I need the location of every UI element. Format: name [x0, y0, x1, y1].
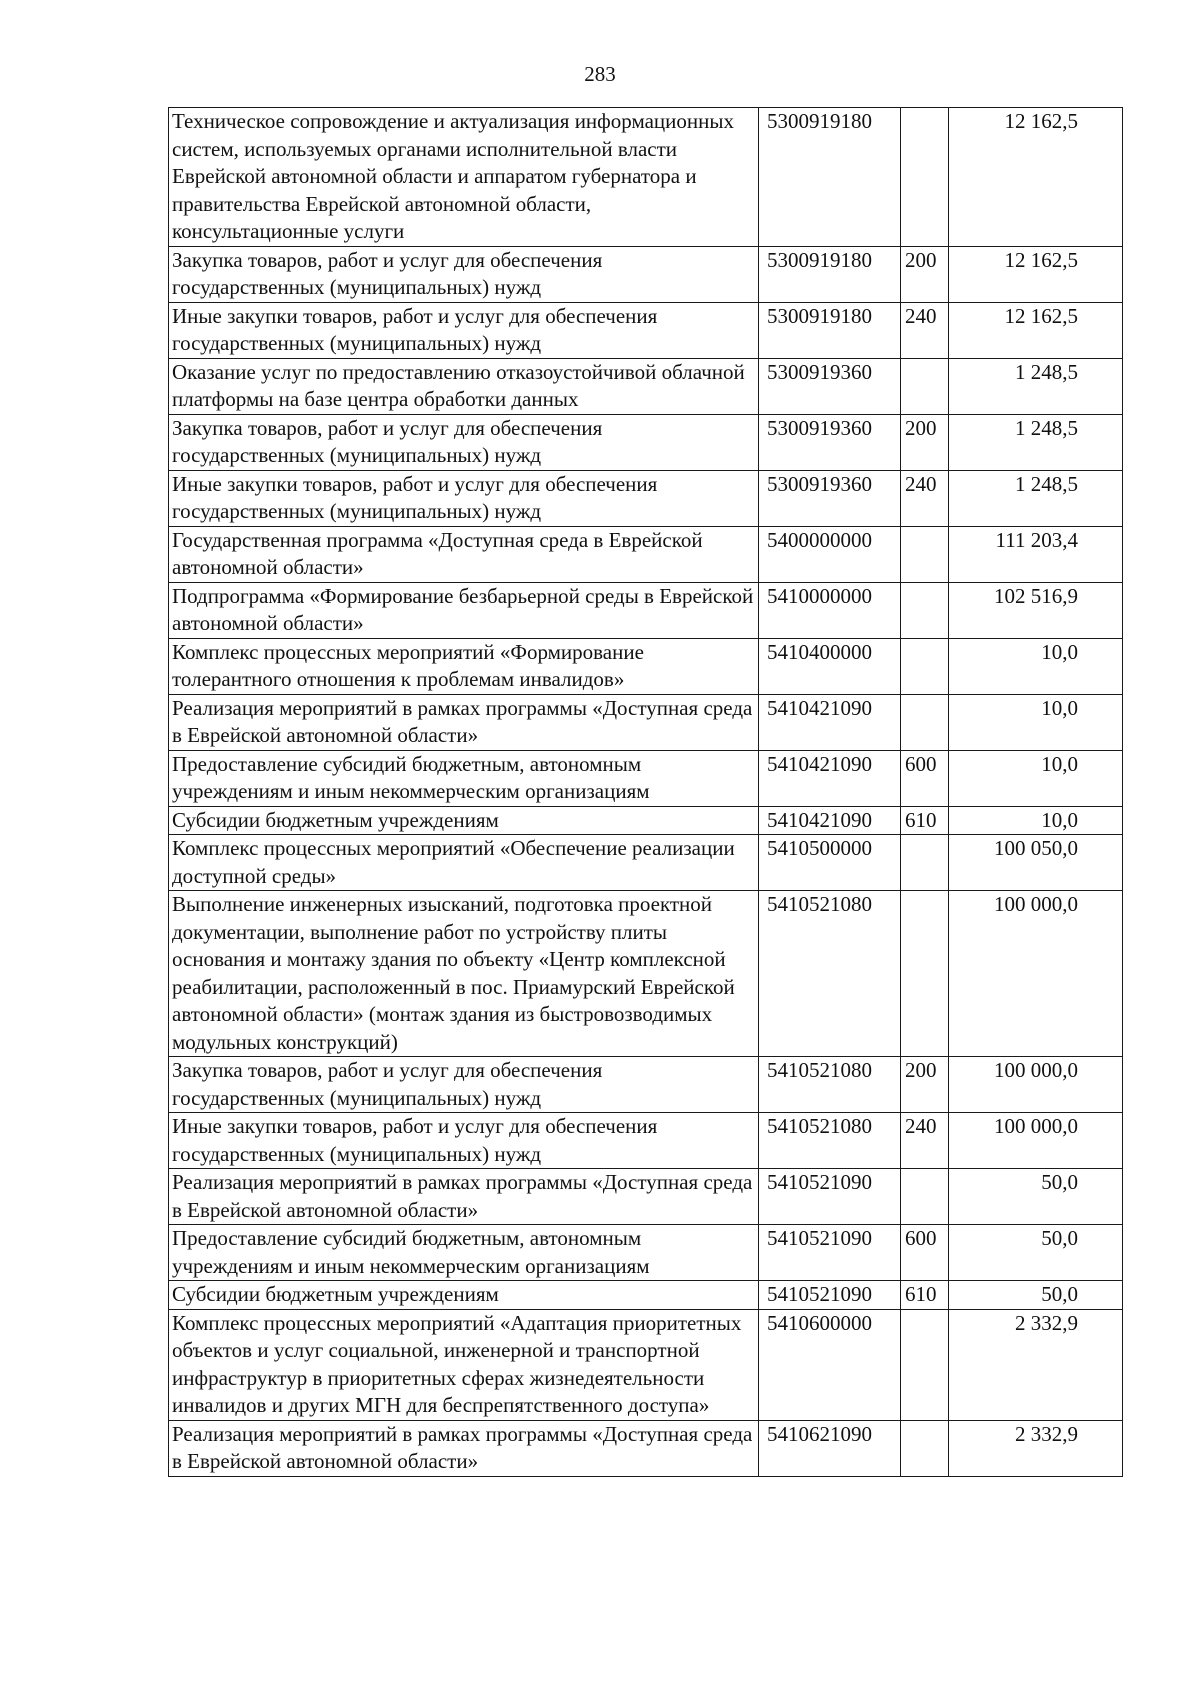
row-code: 5300919360 [759, 358, 901, 414]
row-code: 5410000000 [759, 582, 901, 638]
row-name: Предоставление субсидий бюджетным, автономным учреждениям и иным некоммерческим организациям [169, 750, 759, 806]
table-row [169, 358, 1123, 414]
row-type [901, 108, 949, 247]
row-type [901, 526, 949, 582]
table-row [169, 1113, 1123, 1169]
row-name: Закупка товаров, работ и услуг для обеспечения государственных (муниципальных) нужд [169, 414, 759, 470]
row-type: 600 [901, 1225, 949, 1281]
row-amount: 10,0 [949, 638, 1123, 694]
table-row [169, 526, 1123, 582]
table-row [169, 1309, 1123, 1420]
row-type: 200 [901, 1057, 949, 1113]
row-amount: 100 000,0 [949, 1113, 1123, 1169]
row-amount: 12 162,5 [949, 108, 1123, 247]
table-body [169, 108, 1123, 1477]
row-name: Комплекс процессных мероприятий «Формирование толерантного отношения к проблемам инвалидов» [169, 638, 759, 694]
row-code: 5410421090 [759, 806, 901, 835]
row-type [901, 1420, 949, 1476]
table-row [169, 694, 1123, 750]
table-row [169, 302, 1123, 358]
row-amount: 50,0 [949, 1281, 1123, 1310]
row-type [901, 358, 949, 414]
table-row [169, 246, 1123, 302]
row-name: Реализация мероприятий в рамках программы «Доступная среда в Еврейской автономной области» [169, 1420, 759, 1476]
row-type: 240 [901, 302, 949, 358]
row-amount: 10,0 [949, 806, 1123, 835]
row-name: Субсидии бюджетным учреждениям [169, 806, 759, 835]
row-code: 5300919180 [759, 108, 901, 247]
table-row [169, 891, 1123, 1057]
row-type [901, 1309, 949, 1420]
row-code: 5410500000 [759, 835, 901, 891]
row-type: 610 [901, 1281, 949, 1310]
table-row [169, 1057, 1123, 1113]
row-name: Реализация мероприятий в рамках программы «Доступная среда в Еврейской автономной области» [169, 694, 759, 750]
row-code: 5410521080 [759, 1057, 901, 1113]
row-name: Комплекс процессных мероприятий «Адаптация приоритетных объектов и услуг социальной, инженерной и транспортной инфраструктур в приоритетных сферах жизнедеятельности инвалидов и других МГН для беспрепятственного доступа» [169, 1309, 759, 1420]
row-code: 5410521080 [759, 1113, 901, 1169]
row-amount: 50,0 [949, 1169, 1123, 1225]
row-type: 200 [901, 414, 949, 470]
row-amount: 102 516,9 [949, 582, 1123, 638]
table-row [169, 470, 1123, 526]
table-row [169, 835, 1123, 891]
row-name: Государственная программа «Доступная среда в Еврейской автономной области» [169, 526, 759, 582]
row-type [901, 891, 949, 1057]
row-code: 5300919360 [759, 470, 901, 526]
row-amount: 111 203,4 [949, 526, 1123, 582]
row-code: 5400000000 [759, 526, 901, 582]
row-name: Закупка товаров, работ и услуг для обеспечения государственных (муниципальных) нужд [169, 246, 759, 302]
table-row [169, 806, 1123, 835]
table-row [169, 1420, 1123, 1476]
table-row [169, 414, 1123, 470]
row-code: 5410521090 [759, 1281, 901, 1310]
row-amount: 1 248,5 [949, 358, 1123, 414]
row-code: 5410421090 [759, 694, 901, 750]
row-code: 5300919180 [759, 246, 901, 302]
table-row [169, 582, 1123, 638]
row-type [901, 694, 949, 750]
row-amount: 10,0 [949, 750, 1123, 806]
table-row [169, 1281, 1123, 1310]
row-amount: 2 332,9 [949, 1420, 1123, 1476]
budget-table [168, 107, 1123, 1477]
table-row [169, 1225, 1123, 1281]
table-row [169, 108, 1123, 247]
row-type [901, 1169, 949, 1225]
row-amount: 2 332,9 [949, 1309, 1123, 1420]
row-code: 5300919180 [759, 302, 901, 358]
table-row [169, 750, 1123, 806]
page-number: 283 [584, 62, 616, 86]
row-type [901, 835, 949, 891]
row-name: Оказание услуг по предоставлению отказоустойчивой облачной платформы на базе центра обработки данных [169, 358, 759, 414]
row-name: Иные закупки товаров, работ и услуг для обеспечения государственных (муниципальных) нужд [169, 302, 759, 358]
row-amount: 100 050,0 [949, 835, 1123, 891]
row-code: 5410521090 [759, 1169, 901, 1225]
row-type [901, 582, 949, 638]
row-type: 200 [901, 246, 949, 302]
row-amount: 100 000,0 [949, 891, 1123, 1057]
row-name: Предоставление субсидий бюджетным, автономным учреждениям и иным некоммерческим организациям [169, 1225, 759, 1281]
row-type [901, 638, 949, 694]
row-name: Комплекс процессных мероприятий «Обеспечение реализации доступной среды» [169, 835, 759, 891]
row-amount: 1 248,5 [949, 414, 1123, 470]
row-name: Реализация мероприятий в рамках программы «Доступная среда в Еврейской автономной области» [169, 1169, 759, 1225]
row-name: Субсидии бюджетным учреждениям [169, 1281, 759, 1310]
row-type: 240 [901, 1113, 949, 1169]
row-name: Техническое сопровождение и актуализация информационных систем, используемых органами исполнительной власти Еврейской автономной области и аппаратом губернатора и правительства Еврейской автономной области, консультационные услуги [169, 108, 759, 247]
row-amount: 10,0 [949, 694, 1123, 750]
table-row [169, 1169, 1123, 1225]
row-code: 5410521090 [759, 1225, 901, 1281]
row-code: 5410521080 [759, 891, 901, 1057]
row-name: Иные закупки товаров, работ и услуг для обеспечения государственных (муниципальных) нужд [169, 1113, 759, 1169]
row-code: 5410421090 [759, 750, 901, 806]
row-name: Закупка товаров, работ и услуг для обеспечения государственных (муниципальных) нужд [169, 1057, 759, 1113]
row-type: 240 [901, 470, 949, 526]
row-code: 5410621090 [759, 1420, 901, 1476]
row-type: 600 [901, 750, 949, 806]
row-name: Выполнение инженерных изысканий, подготовка проектной документации, выполнение работ по устройству плиты основания и монтажу здания по объекту «Центр комплексной реабилитации, расположенный в пос. Приамурский Еврейской автономной области» (монтаж здания из быстровозводимых модульных конструкций) [169, 891, 759, 1057]
row-code: 5410600000 [759, 1309, 901, 1420]
row-amount: 100 000,0 [949, 1057, 1123, 1113]
row-name: Подпрограмма «Формирование безбарьерной среды в Еврейской автономной области» [169, 582, 759, 638]
row-name: Иные закупки товаров, работ и услуг для обеспечения государственных (муниципальных) нужд [169, 470, 759, 526]
row-amount: 1 248,5 [949, 470, 1123, 526]
row-amount: 50,0 [949, 1225, 1123, 1281]
row-amount: 12 162,5 [949, 246, 1123, 302]
row-code: 5300919360 [759, 414, 901, 470]
row-type: 610 [901, 806, 949, 835]
table-row [169, 638, 1123, 694]
row-code: 5410400000 [759, 638, 901, 694]
row-amount: 12 162,5 [949, 302, 1123, 358]
